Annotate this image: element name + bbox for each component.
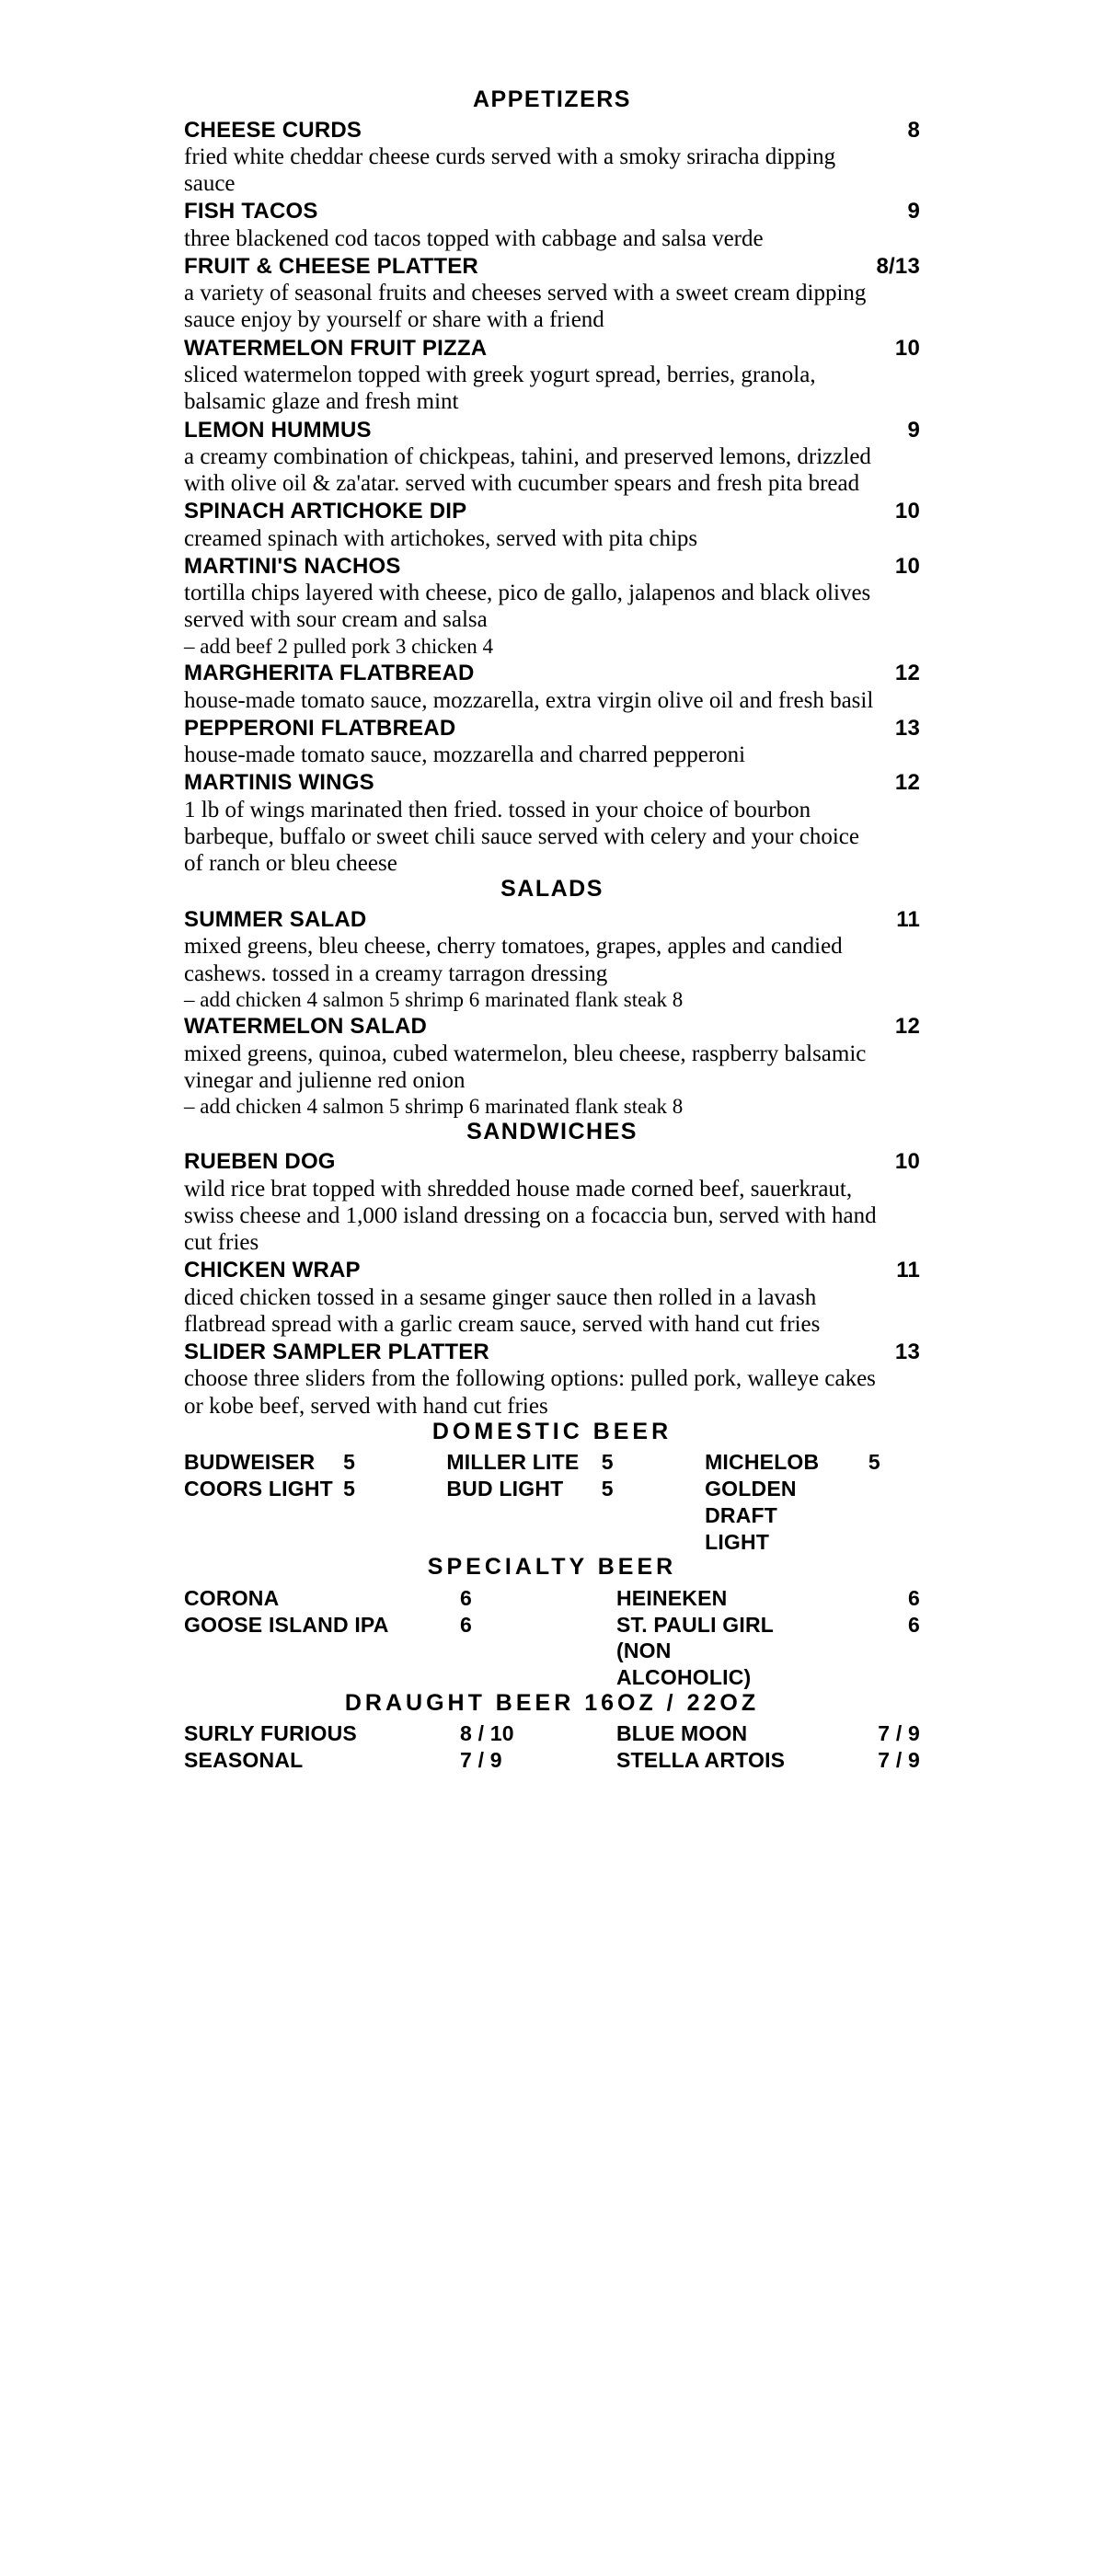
menu-item	[184, 770, 920, 877]
beer-price: 7 / 9	[878, 1721, 920, 1746]
beer-price: 6	[460, 1612, 472, 1637]
beer-row	[184, 1747, 920, 1774]
menu-item	[184, 1149, 920, 1256]
menu-item-head	[184, 1014, 920, 1040]
menu-item-description: house-made tomato sauce, mozzarella and charred pepperoni	[184, 742, 746, 768]
beer-row	[184, 1585, 920, 1612]
menu-item-name: WATERMELON SALAD	[184, 1014, 428, 1040]
menu-item-description: mixed greens, bleu cheese, cherry tomatoes, grapes, apples and candied cashews. tossed in a creamy tarragon dressing	[184, 934, 843, 986]
beer-row-continuation	[184, 1664, 920, 1691]
menu-item-price: 12	[894, 661, 920, 686]
beer-price: 7 / 9	[878, 1748, 920, 1773]
menu-item-price: 11	[896, 1258, 920, 1283]
menu-item-price: 8/13	[876, 253, 920, 279]
menu-item-description: tortilla chips layered with cheese, pico de gallo, jalapenos and black olives served with sour cream and salsa	[184, 581, 871, 633]
menu-item-name: PEPPERONI FLATBREAD	[184, 715, 456, 741]
menu-item-description: 1 lb of wings marinated then fried. tossed in your choice of bourbon barbeque, buffalo or sweet chili sauce served with celery and your choice of ranch or bleu cheese	[184, 797, 859, 877]
menu-item-head	[184, 254, 920, 280]
menu-item-head	[184, 554, 920, 580]
menu-item	[184, 1258, 920, 1338]
menu-item-price: 10	[894, 553, 920, 579]
beer-row	[184, 1612, 920, 1665]
beer-row	[184, 1720, 920, 1747]
beer-name: BUDWEISER	[184, 1450, 316, 1475]
menu-item-head	[184, 770, 920, 796]
menu-item-price: 12	[894, 1014, 920, 1040]
menu-item-name: SPINACH ARTICHOKE DIP	[184, 499, 467, 524]
menu-item	[184, 118, 920, 198]
beer-name: COORS LIGHT	[184, 1477, 333, 1501]
menu-item	[184, 199, 920, 252]
menu-item-addons: – add chicken 4 salmon 5 shrimp 6 marinated flank steak 8	[184, 1095, 684, 1119]
menu-item-head	[184, 1149, 920, 1175]
menu-item-name: CHEESE CURDS	[184, 117, 362, 143]
beer-price: 6	[908, 1585, 920, 1610]
menu-item-price: 9	[907, 417, 920, 443]
menu-item-name: FRUIT & CHEESE PLATTER	[184, 253, 478, 279]
menu-item-addons: – add beef 2 pulled pork 3 chicken 4	[184, 634, 493, 658]
menu-item-description: diced chicken tossed in a sesame ginger sauce then rolled in a lavash flatbread spread with a garlic cream sauce, served with hand cut fries	[184, 1284, 821, 1337]
beer-price: 5	[343, 1450, 356, 1475]
menu-item-price: 12	[894, 770, 920, 796]
menu-item	[184, 716, 920, 769]
section-title-domestic-beer: DOMESTIC BEER	[431, 1418, 673, 1444]
menu-item-head	[184, 336, 920, 362]
menu-item-head	[184, 418, 920, 443]
menu-item-description: creamed spinach with artichokes, served with pita chips	[184, 525, 698, 551]
beer-name: MICHELOB	[705, 1450, 820, 1475]
menu-item-head	[184, 118, 920, 144]
menu-item-price: 13	[894, 1340, 920, 1365]
beer-name: CORONA	[184, 1585, 280, 1610]
menu-item	[184, 1340, 920, 1420]
beer-price: 6	[460, 1585, 472, 1610]
menu-item-head	[184, 661, 920, 686]
beer-price: 7 / 9	[460, 1748, 502, 1773]
menu-item-description: a variety of seasonal fruits and cheeses served with a sweet cream dipping sauce enjoy by yourself or share with a friend	[184, 281, 867, 333]
beer-price: 5	[601, 1450, 614, 1475]
menu-item-head	[184, 716, 920, 742]
section-title-draught-beer: DRAUGHT BEER 16OZ / 22OZ	[344, 1689, 760, 1716]
menu-item-head	[184, 199, 920, 224]
section-title-salads: SALADS	[500, 876, 604, 903]
beer-price: 5	[343, 1477, 356, 1501]
menu-item-price: 10	[894, 335, 920, 361]
beer-price	[868, 1476, 920, 1529]
beer-name: SEASONAL	[184, 1748, 304, 1773]
beer-row-continuation	[184, 1529, 920, 1556]
section-title-sandwiches: SANDWICHES	[466, 1118, 638, 1144]
menu-item-description: choose three sliders from the following options: pulled pork, walleye cakes or kobe beef, served with hand cut fries	[184, 1366, 876, 1419]
menu-item-description: three blackened cod tacos topped with cabbage and salsa verde	[184, 225, 764, 251]
beer-price: 5	[601, 1477, 614, 1501]
menu-item-name: SUMMER SALAD	[184, 906, 367, 932]
beer-name-continuation: ALCOHOLIC)	[616, 1665, 752, 1690]
beer-price: 6	[908, 1612, 920, 1637]
menu-item-price: 10	[894, 1149, 920, 1175]
beer-name-continuation: LIGHT	[705, 1529, 770, 1554]
menu-item	[184, 554, 920, 659]
domestic-beer-table	[184, 1449, 920, 1555]
specialty-beer-table	[184, 1585, 920, 1691]
beer-name: BLUE MOON	[616, 1721, 748, 1746]
menu-item	[184, 1014, 920, 1119]
menu-item-name: WATERMELON FRUIT PIZZA	[184, 335, 488, 361]
beer-row	[184, 1449, 920, 1476]
beer-price: 8 / 10	[460, 1721, 514, 1746]
menu-item-addons: – add chicken 4 salmon 5 shrimp 6 marinated flank steak 8	[184, 987, 684, 1011]
menu-item	[184, 418, 920, 498]
menu-item-name: MARTINIS WINGS	[184, 770, 374, 796]
beer-name: SURLY FURIOUS	[184, 1721, 357, 1746]
beer-row	[184, 1476, 920, 1529]
section-title-specialty-beer: SPECIALTY BEER	[427, 1554, 677, 1581]
menu-item-price: 9	[907, 199, 920, 224]
menu-item-name: RUEBEN DOG	[184, 1149, 336, 1175]
beer-name: ST. PAULI GIRL (NON	[616, 1612, 774, 1663]
beer-name: GOOSE ISLAND IPA	[184, 1612, 389, 1637]
menu-item-name: FISH TACOS	[184, 199, 318, 224]
menu-item-description: a creamy combination of chickpeas, tahini, and preserved lemons, drizzled with olive oil & za'atar. served with cucumber spears and fresh pita bread	[184, 443, 871, 497]
beer-name: HEINEKEN	[616, 1585, 728, 1610]
beer-price: 5	[868, 1450, 880, 1475]
menu-item-description: house-made tomato sauce, mozzarella, extra virgin olive oil and fresh basil	[184, 687, 874, 713]
menu-item-head	[184, 907, 920, 933]
menu-item	[184, 661, 920, 714]
menu-item-name: MARGHERITA FLATBREAD	[184, 661, 475, 686]
menu-item-head	[184, 1340, 920, 1365]
menu-item-price: 13	[894, 715, 920, 741]
beer-name: BUD LIGHT	[446, 1477, 564, 1501]
menu-item-description: mixed greens, quinoa, cubed watermelon, bleu cheese, raspberry balsamic vinegar and julienne red onion	[184, 1041, 867, 1093]
menu-item-description: fried white cheddar cheese curds served with a smoky sriracha dipping sauce	[184, 144, 836, 197]
draught-beer-table	[184, 1720, 920, 1774]
menu-item-description: wild rice brat topped with shredded house made corned beef, sauerkraut, swiss cheese and 1,000 island dressing on a focaccia bun, served with hand cut fries	[184, 1176, 877, 1256]
menu-item	[184, 254, 920, 334]
menu-item	[184, 336, 920, 416]
menu-item-price: 10	[894, 499, 920, 524]
beer-name: STELLA ARTOIS	[616, 1748, 786, 1773]
menu-item-head	[184, 1258, 920, 1283]
menu-item-name: CHICKEN WRAP	[184, 1258, 361, 1283]
menu-item-description: sliced watermelon topped with greek yogurt spread, berries, granola, balsamic glaze and fresh mint	[184, 362, 816, 415]
beer-name: MILLER LITE	[446, 1450, 580, 1475]
menu-item-price: 11	[896, 906, 920, 932]
menu-item-price: 8	[907, 117, 920, 143]
menu-item-head	[184, 499, 920, 524]
menu-item-name: LEMON HUMMUS	[184, 417, 372, 443]
menu-item	[184, 499, 920, 552]
beer-name: GOLDEN DRAFT	[705, 1477, 797, 1527]
menu-item-name: SLIDER SAMPLER PLATTER	[184, 1340, 489, 1365]
menu-item	[184, 907, 920, 1012]
section-title-appetizers: APPETIZERS	[473, 86, 631, 112]
menu-item-name: MARTINI'S NACHOS	[184, 553, 401, 579]
